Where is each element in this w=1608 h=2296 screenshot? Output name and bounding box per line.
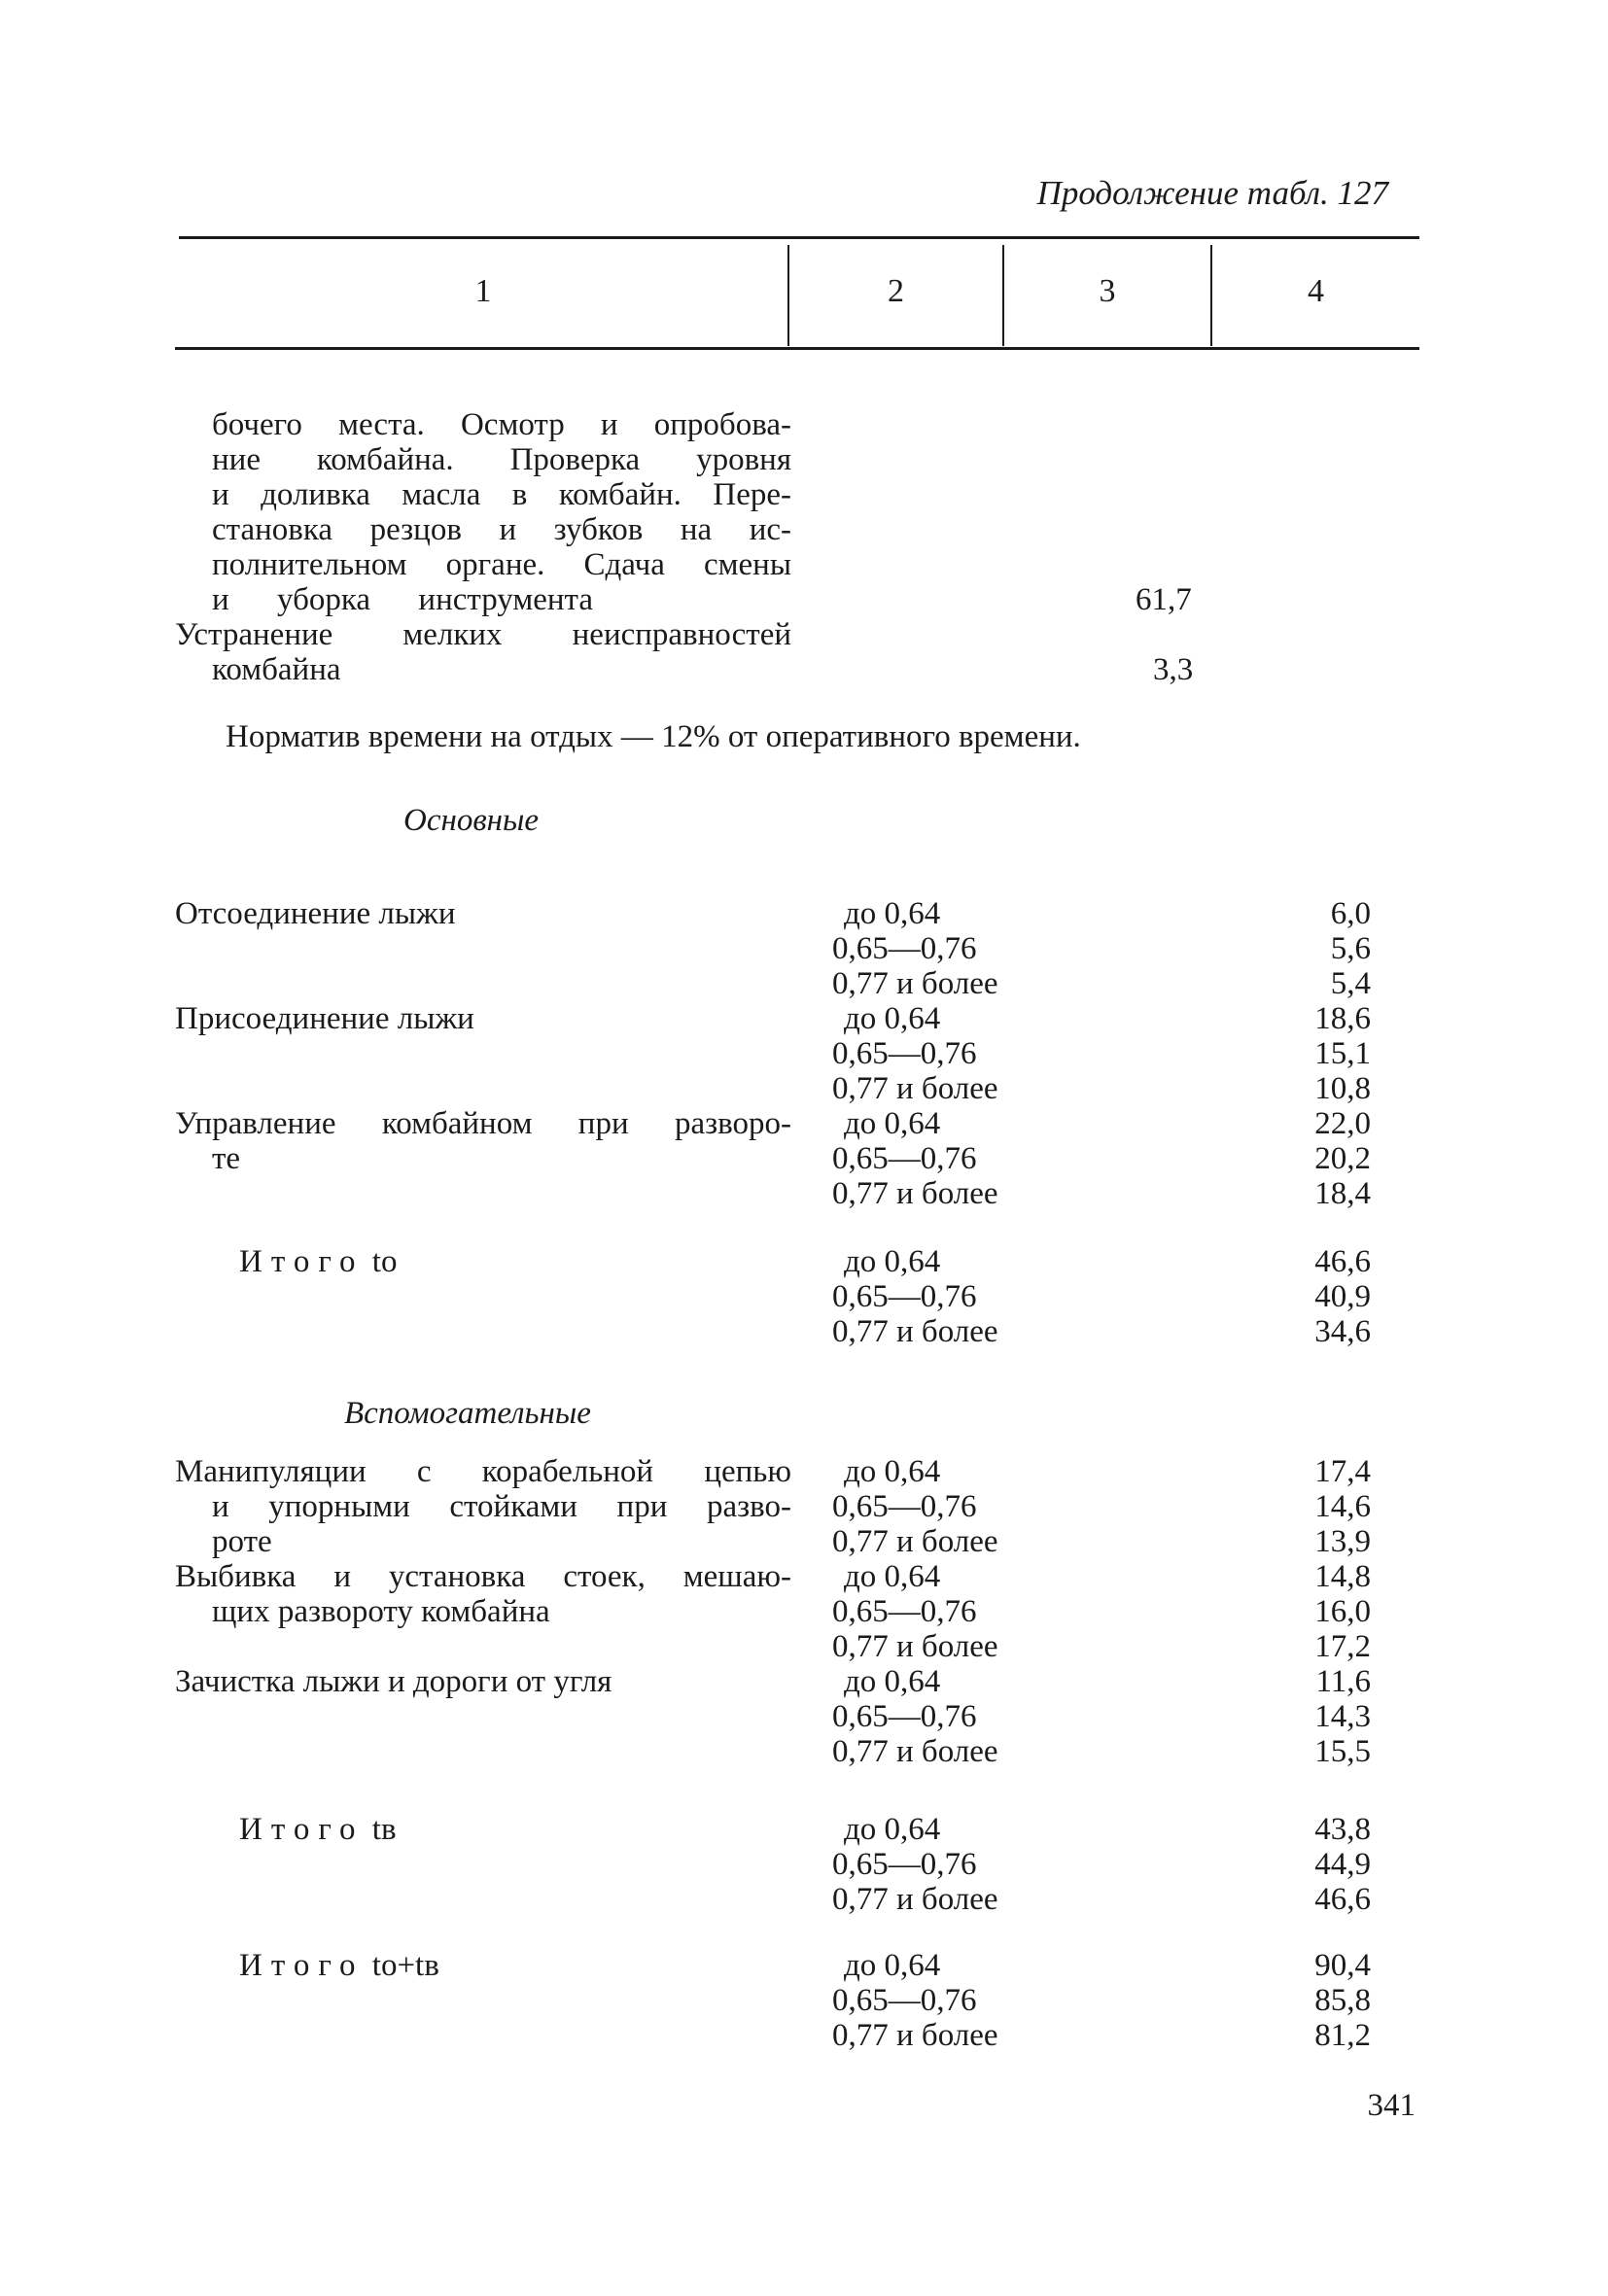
value-cell: 18,4 bbox=[1314, 1176, 1371, 1211]
value-cell: 14,3 bbox=[1314, 1699, 1371, 1734]
grand-total-label bbox=[239, 1948, 439, 1983]
continued-text-line: ние комбайна. Проверка уровня bbox=[212, 442, 791, 477]
value-cell: 6,0 bbox=[1330, 896, 1371, 931]
table-continuation-title: Продолжение табл. 127 bbox=[1036, 174, 1388, 212]
range-cell: до 0,64 bbox=[844, 1559, 941, 1594]
operation-label: Присоединение лыжи bbox=[175, 1001, 474, 1036]
operation-label: Отсоединение лыжи bbox=[175, 896, 456, 931]
range-cell: 0,65—0,76 bbox=[832, 1983, 977, 2018]
continued-text-line: полнительном органе. Сдача смены bbox=[212, 547, 791, 582]
value-cell: 15,1 bbox=[1314, 1036, 1371, 1071]
continued-text-line: и доливка масла в комбайн. Пере- bbox=[212, 477, 791, 512]
range-cell: 0,77 и более bbox=[832, 1524, 998, 1559]
range-cell: до 0,64 bbox=[844, 896, 941, 931]
repair-label-line: Устранение мелких неисправностей bbox=[175, 617, 791, 652]
table-header-bottom-rule bbox=[175, 347, 1419, 350]
value-cell: 10,8 bbox=[1314, 1071, 1371, 1106]
workplace-prep-value: 61,7 bbox=[1136, 582, 1192, 617]
range-cell: 0,65—0,76 bbox=[832, 1489, 977, 1524]
range-cell: 0,65—0,76 bbox=[832, 931, 977, 966]
operation-label: и упорными стойками при разво- bbox=[212, 1489, 791, 1524]
range-cell: до 0,64 bbox=[844, 1244, 941, 1279]
operation-label: Манипуляции с корабельной цепью bbox=[175, 1454, 791, 1489]
repair-value: 3,3 bbox=[1153, 652, 1194, 687]
total-symbol: tо+tв bbox=[371, 1948, 439, 1983]
continued-text-line: становка резцов и зубков на ис- bbox=[212, 512, 791, 547]
value-cell: 14,8 bbox=[1314, 1559, 1371, 1594]
section-title-aux: Вспомогательные bbox=[344, 1396, 591, 1431]
continued-text-line: бочего места. Осмотр и опробова- bbox=[212, 407, 791, 442]
rest-time-norm: Норматив времени на отдых — 12% от оперативного времени. bbox=[226, 719, 1081, 754]
range-cell: 0,77 и более bbox=[832, 1629, 998, 1664]
column-header-3: 3 bbox=[1099, 273, 1116, 309]
section-title-main: Основные bbox=[403, 803, 540, 838]
total-symbol: tв bbox=[371, 1812, 397, 1847]
value-cell: 46,6 bbox=[1314, 1244, 1371, 1279]
range-cell: 0,65—0,76 bbox=[832, 1847, 977, 1882]
operation-label: щих развороту комбайна bbox=[212, 1594, 550, 1629]
range-cell: 0,77 и более bbox=[832, 2018, 998, 2053]
range-cell: до 0,64 bbox=[844, 1812, 941, 1847]
value-cell: 40,9 bbox=[1314, 1279, 1371, 1314]
total-symbol: tо bbox=[371, 1244, 398, 1279]
continued-text-line: и уборка инструмента bbox=[212, 582, 593, 617]
value-cell: 14,6 bbox=[1314, 1489, 1371, 1524]
subtotal-aux-label bbox=[239, 1812, 397, 1847]
range-cell: 0,77 и более bbox=[832, 1882, 998, 1917]
value-cell: 18,6 bbox=[1314, 1001, 1371, 1036]
range-cell: 0,77 и более bbox=[832, 1734, 998, 1769]
value-cell: 16,0 bbox=[1314, 1594, 1371, 1629]
range-cell: 0,65—0,76 bbox=[832, 1036, 977, 1071]
value-cell: 5,6 bbox=[1330, 931, 1371, 966]
range-cell: до 0,64 bbox=[844, 1664, 941, 1699]
value-cell: 34,6 bbox=[1314, 1314, 1371, 1349]
range-cell: 0,65—0,76 bbox=[832, 1141, 977, 1176]
operation-label: роте bbox=[212, 1524, 272, 1559]
range-cell: 0,65—0,76 bbox=[832, 1699, 977, 1734]
value-cell: 11,6 bbox=[1315, 1664, 1371, 1699]
subtotal-main-label bbox=[239, 1244, 397, 1279]
value-cell: 15,5 bbox=[1314, 1734, 1371, 1769]
operation-label: Выбивка и установка стоек, мешаю- bbox=[175, 1559, 791, 1594]
range-cell: 0,77 и более bbox=[832, 966, 998, 1001]
range-cell: до 0,64 bbox=[844, 1948, 941, 1983]
range-cell: 0,65—0,76 bbox=[832, 1594, 977, 1629]
range-cell: до 0,64 bbox=[844, 1106, 941, 1141]
operation-label: те bbox=[212, 1141, 241, 1176]
value-cell: 43,8 bbox=[1314, 1812, 1371, 1847]
value-cell: 81,2 bbox=[1314, 2018, 1371, 2053]
total-word: Итого bbox=[239, 1948, 365, 1983]
total-word: Итого bbox=[239, 1812, 365, 1847]
range-cell: до 0,64 bbox=[844, 1454, 941, 1489]
value-cell: 17,2 bbox=[1314, 1629, 1371, 1664]
operation-label: Зачистка лыжи и дороги от угля bbox=[175, 1664, 612, 1699]
repair-label-line: комбайна bbox=[212, 652, 341, 687]
range-cell: 0,65—0,76 bbox=[832, 1279, 977, 1314]
value-cell: 22,0 bbox=[1314, 1106, 1371, 1141]
value-cell: 85,8 bbox=[1314, 1983, 1371, 2018]
value-cell: 5,4 bbox=[1330, 966, 1371, 1001]
value-cell: 90,4 bbox=[1314, 1948, 1371, 1983]
column-header-2: 2 bbox=[888, 273, 904, 309]
operation-label: Управление комбайном при разворо- bbox=[175, 1106, 791, 1141]
column-header-1: 1 bbox=[474, 273, 492, 309]
value-cell: 17,4 bbox=[1314, 1454, 1371, 1489]
value-cell: 46,6 bbox=[1314, 1882, 1371, 1917]
page-number: 341 bbox=[1367, 2088, 1416, 2123]
value-cell: 13,9 bbox=[1314, 1524, 1371, 1559]
range-cell: 0,77 и более bbox=[832, 1314, 998, 1349]
range-cell: 0,77 и более bbox=[832, 1071, 998, 1106]
table-top-rule bbox=[179, 236, 1419, 239]
column-header-4: 4 bbox=[1308, 273, 1324, 309]
range-cell: 0,77 и более bbox=[832, 1176, 998, 1211]
value-cell: 44,9 bbox=[1314, 1847, 1371, 1882]
total-word: Итого bbox=[239, 1244, 365, 1279]
value-cell: 20,2 bbox=[1314, 1141, 1371, 1176]
range-cell: до 0,64 bbox=[844, 1001, 941, 1036]
